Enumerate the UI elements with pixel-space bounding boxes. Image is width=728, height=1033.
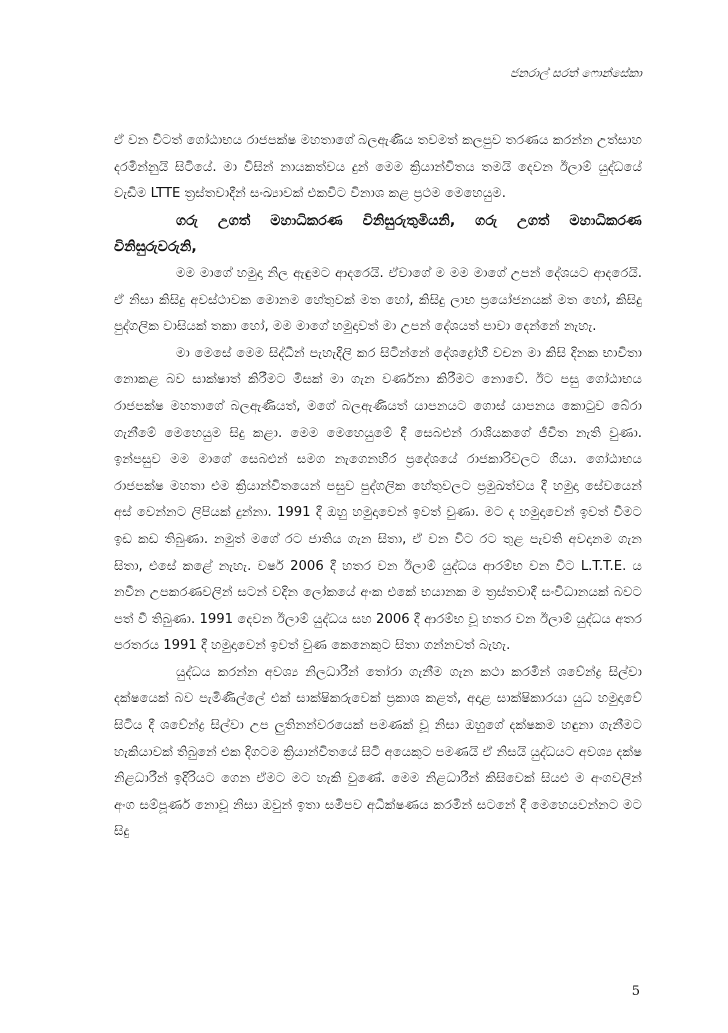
- page-number: 5: [631, 984, 640, 999]
- running-header: ජනරාල් සරත් ෆොන්සේකා: [510, 66, 642, 80]
- paragraph-2: මම මාගේ හමුදා නිල ඇඳුමට ආදරෙයි. ඒවාගේ ම මම මාගේ උපන් දේශයට ආදරෙයි. ඒ නිසා කිසිදු අවස්ථාවක මොනම හේතුවක් මත හෝ, කිසිදු ලාභ ප්‍රයෝජනයක් මත හෝ, කිසිදු පුද්ගලික වාසියක් තකා හෝ, මම මාගේ හමුදාවත් මා උපන් දේශයත් පාවා දෙන්නේ නැහැ.: [114, 265, 642, 335]
- paragraph-3: මා මෙසේ මෙම සිද්ධීන් පැහැදිලි කර සිටින්නේ දේශද්‍රෝහී වචන මා කිසි දිනක භාවිතා නොකළ බව සාක්ෂාත් කිරීමට මිසක් මා ගැන වර්ණනා කිරීමට නොවේ. ඊට පසු ගෝඨාභය රාජපක්ෂ මහතාගේ බලඇණියත්, මගේ බලඇණියත් යාපනයට ගොස් යාපනය කොටුව බේරා ගැනීමේ මෙහෙයුම සිදු කළා. මෙම මෙහෙයුමේ දී සෙබළුන් රාශියකගේ ජීවිත නැති වුණා. ඉන්පසුව මම මාගේ සෙබළුන් සමග නැගෙනහිර ප්‍රදේශයේ රාජකාරිවලට ගියා. ගෝඨාභය රාජපක්ෂ මහතා එම ක්‍රියාන්විතයෙන් පසුව පුද්ගලික හේතුවලට ප්‍රමුඛත්වය දී හමුදා සේවයෙන් අස් වෙන්නට ලිපියක් දුන්නා. 1991 දී ඔහු හමුදාවෙන් ඉවත් වුණා. මට ද හමුදාවෙන් ඉවත් වීමට ඉඩ කඩ තිබුණා. නමුත් මගේ රට ජාතිය ගැන සිතා, ඒ වන විට රට තුළ පැවති අවදානම ගැන සිතා, එසේ කළේ නැහැ. වර්ෂ 2006 දී හතර වන ඊලාම් යුද්ධය ආරම්භ වන විට L.T.T.E. ය නවීන උපකරණවලින් සටන් වදින ලෝකයේ අංක එකේ භයානක ම ත්‍රස්තවාදී සංවිධානයක් බවට පත් වී තිබුණා. 1991 දෙවන ඊලාම් යුද්ධය සහ 2006 දී ආරම්භ වූ හතර වන ඊලාම් යුද්ධය අතර පරතරය 1991 දී හමුදාවෙන් ඉවත් වුණ කෙනෙකුට සිතා ගන්නවත් බැහැ.: [114, 345, 642, 654]
- paragraph-4: යුද්ධය කරන්න අවශ්‍ය නිලධාරීන් තෝරා ගැනීම ගැන කථා කරමින් ශවේන්ද්‍ර සිල්වා දක්ෂයෙක් බව පැමිණිල්ලේ එක් සාක්ෂිකරුවෙක් ප්‍රකාශ කළත්, අදාළ සාක්ෂිකාරයා යුධ හමුදාවේ සිටිය දී ශවේන්ද්‍ර සිල්වා උප ලුතිනන්වරයෙක් පමණක් වූ නිසා ඔහුගේ දක්ෂකම හඳුනා ගැනීමට හැකියාවක් තිබුනේ එක දිගටම ක්‍රියාන්විතයේ සිටි අයෙකුට පමණයි ඒ නිසයි යුද්ධයට අවශ්‍ය දක්ෂ නිළධාරීන් ඉදිරියට ගෙන ඒමට මට හැකි වුණේ. මෙම නිළධාරීන් කිසිවෙක් සියළු ම අංගවලින් අංග සම්පූර්ණ නොවූ නිසා ඔවුන් ඉතා සමීපව අධීක්ෂණය කරමින් සටනේ දී මෙහෙයවන්නට මට සිදු: [114, 664, 642, 840]
- court-address-heading: ගරු උගත් මහාධිකරණ විනිසුරුතුමියනි, ගරු උගත් මහාධිකරණ විනිසුරුවරුනි,: [114, 212, 642, 256]
- paragraph-1: ඒ වන විටත් ගෝඨාභය රාජපක්ෂ මහතාගේ බලඇණිය තවමත් කලපුව තරණය කරන්න උත්සාහ දරමින්නුයි සිටියේ. මා විසින් නායකත්වය දුන් මෙම ක්‍රියාන්විතය තමයි දෙවන ඊලාම් යුද්ධයේ වැඩිම LTTE ත්‍රස්තවාදීන් සංඛ්‍යාවක් එකවිට විනාශ කළ ප්‍රථම මෙහෙයුම.: [114, 133, 642, 202]
- body-text: [114, 128, 642, 846]
